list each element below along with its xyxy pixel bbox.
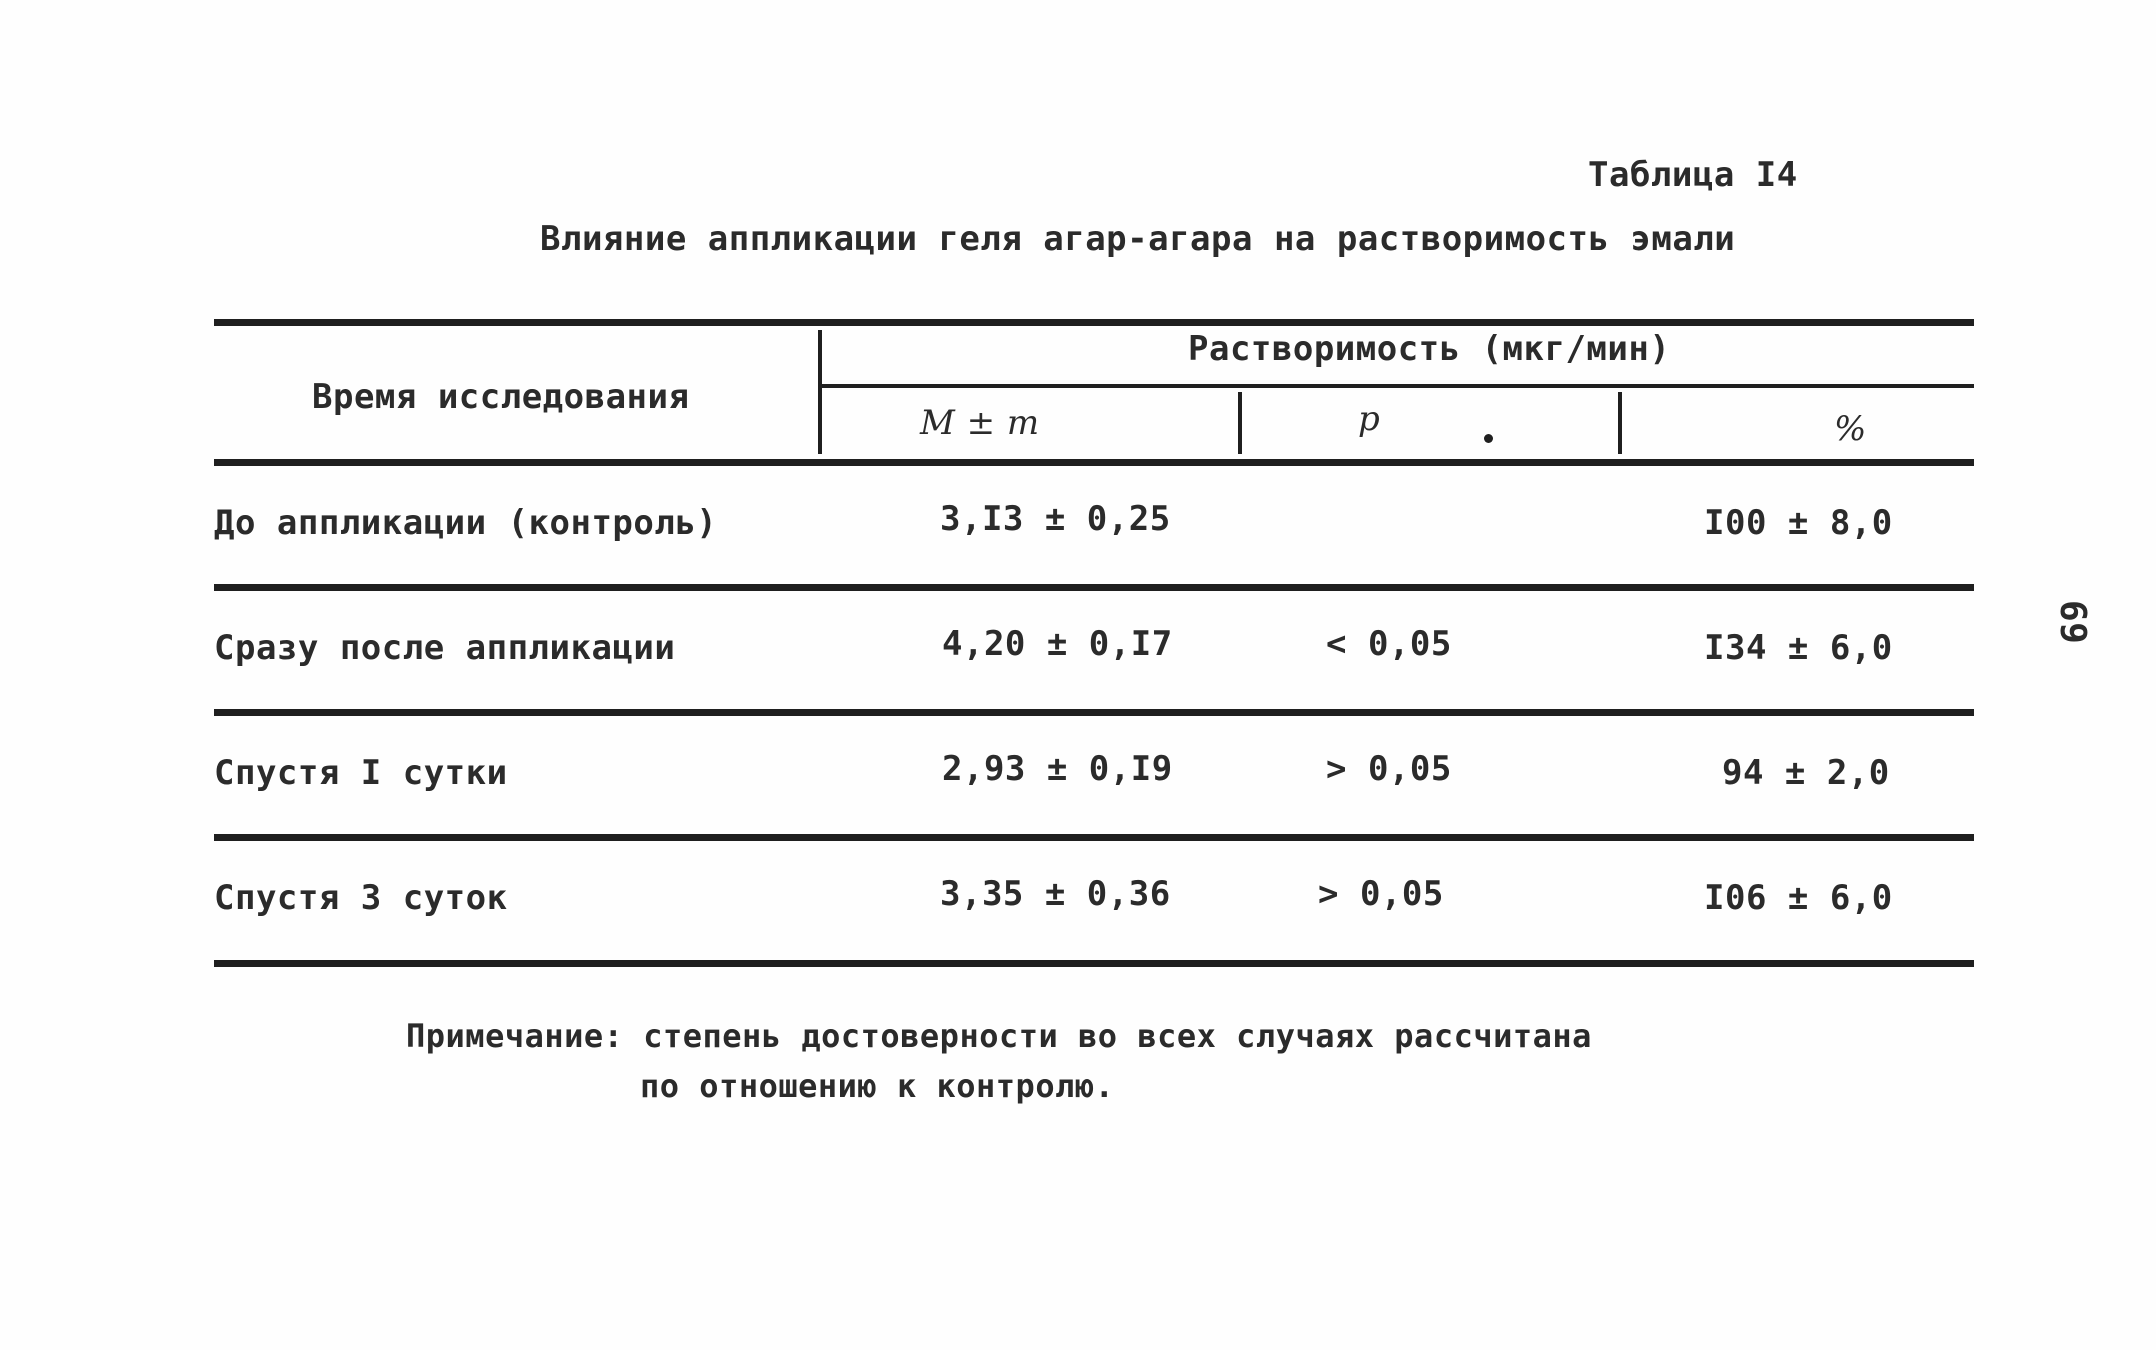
row-label: Спустя 3 суток [214, 878, 508, 918]
table-title: Влияние аппликации геля агар-агара на растворимость эмали [540, 219, 1736, 259]
note-line-1: Примечание: степень достоверности во всех случаях рассчитана [406, 1017, 1592, 1055]
row-percent: I06 ± 6,0 [1704, 878, 1893, 918]
row-percent: 94 ± 2,0 [1722, 753, 1890, 793]
row-p: > 0,05 [1326, 749, 1452, 789]
header-col-mean: M ± m [920, 403, 1040, 443]
table-number: Таблица I4 [1588, 155, 1798, 195]
header-p-dot [1484, 434, 1493, 443]
row-mean: 3,I3 ± 0,25 [940, 499, 1171, 539]
row-p: < 0,05 [1326, 624, 1452, 664]
header-divider-left [818, 330, 822, 454]
row-mean: 3,35 ± 0,36 [940, 874, 1171, 914]
row-label: До аппликации (контроль) [214, 503, 718, 543]
header-row-label: Время исследования [312, 377, 690, 417]
row-p: > 0,05 [1318, 874, 1444, 914]
header-col-percent: % [1834, 409, 1867, 449]
row-percent: I34 ± 6,0 [1704, 628, 1893, 668]
row-divider [214, 709, 1974, 716]
note-line-2: по отношению к контролю. [640, 1067, 1115, 1105]
row-divider [214, 584, 1974, 591]
row-mean: 4,20 ± 0,I7 [942, 624, 1173, 664]
header-col-p: p [1358, 399, 1381, 439]
header-subrule [820, 384, 1974, 388]
table-top-rule [214, 319, 1974, 326]
page-number: 69 [2052, 600, 2093, 645]
row-label: Спустя I сутки [214, 753, 508, 793]
row-label: Сразу после аппликации [214, 628, 676, 668]
header-bottom-rule [214, 459, 1974, 466]
row-percent: I00 ± 8,0 [1704, 503, 1893, 543]
row-mean: 2,93 ± 0,I9 [942, 749, 1173, 789]
table-bottom-rule [214, 960, 1974, 967]
header-divider-mid [1238, 392, 1242, 454]
header-group-label: Растворимость (мкг/мин) [1188, 329, 1671, 369]
row-divider [214, 834, 1974, 841]
header-divider-right [1618, 392, 1622, 454]
